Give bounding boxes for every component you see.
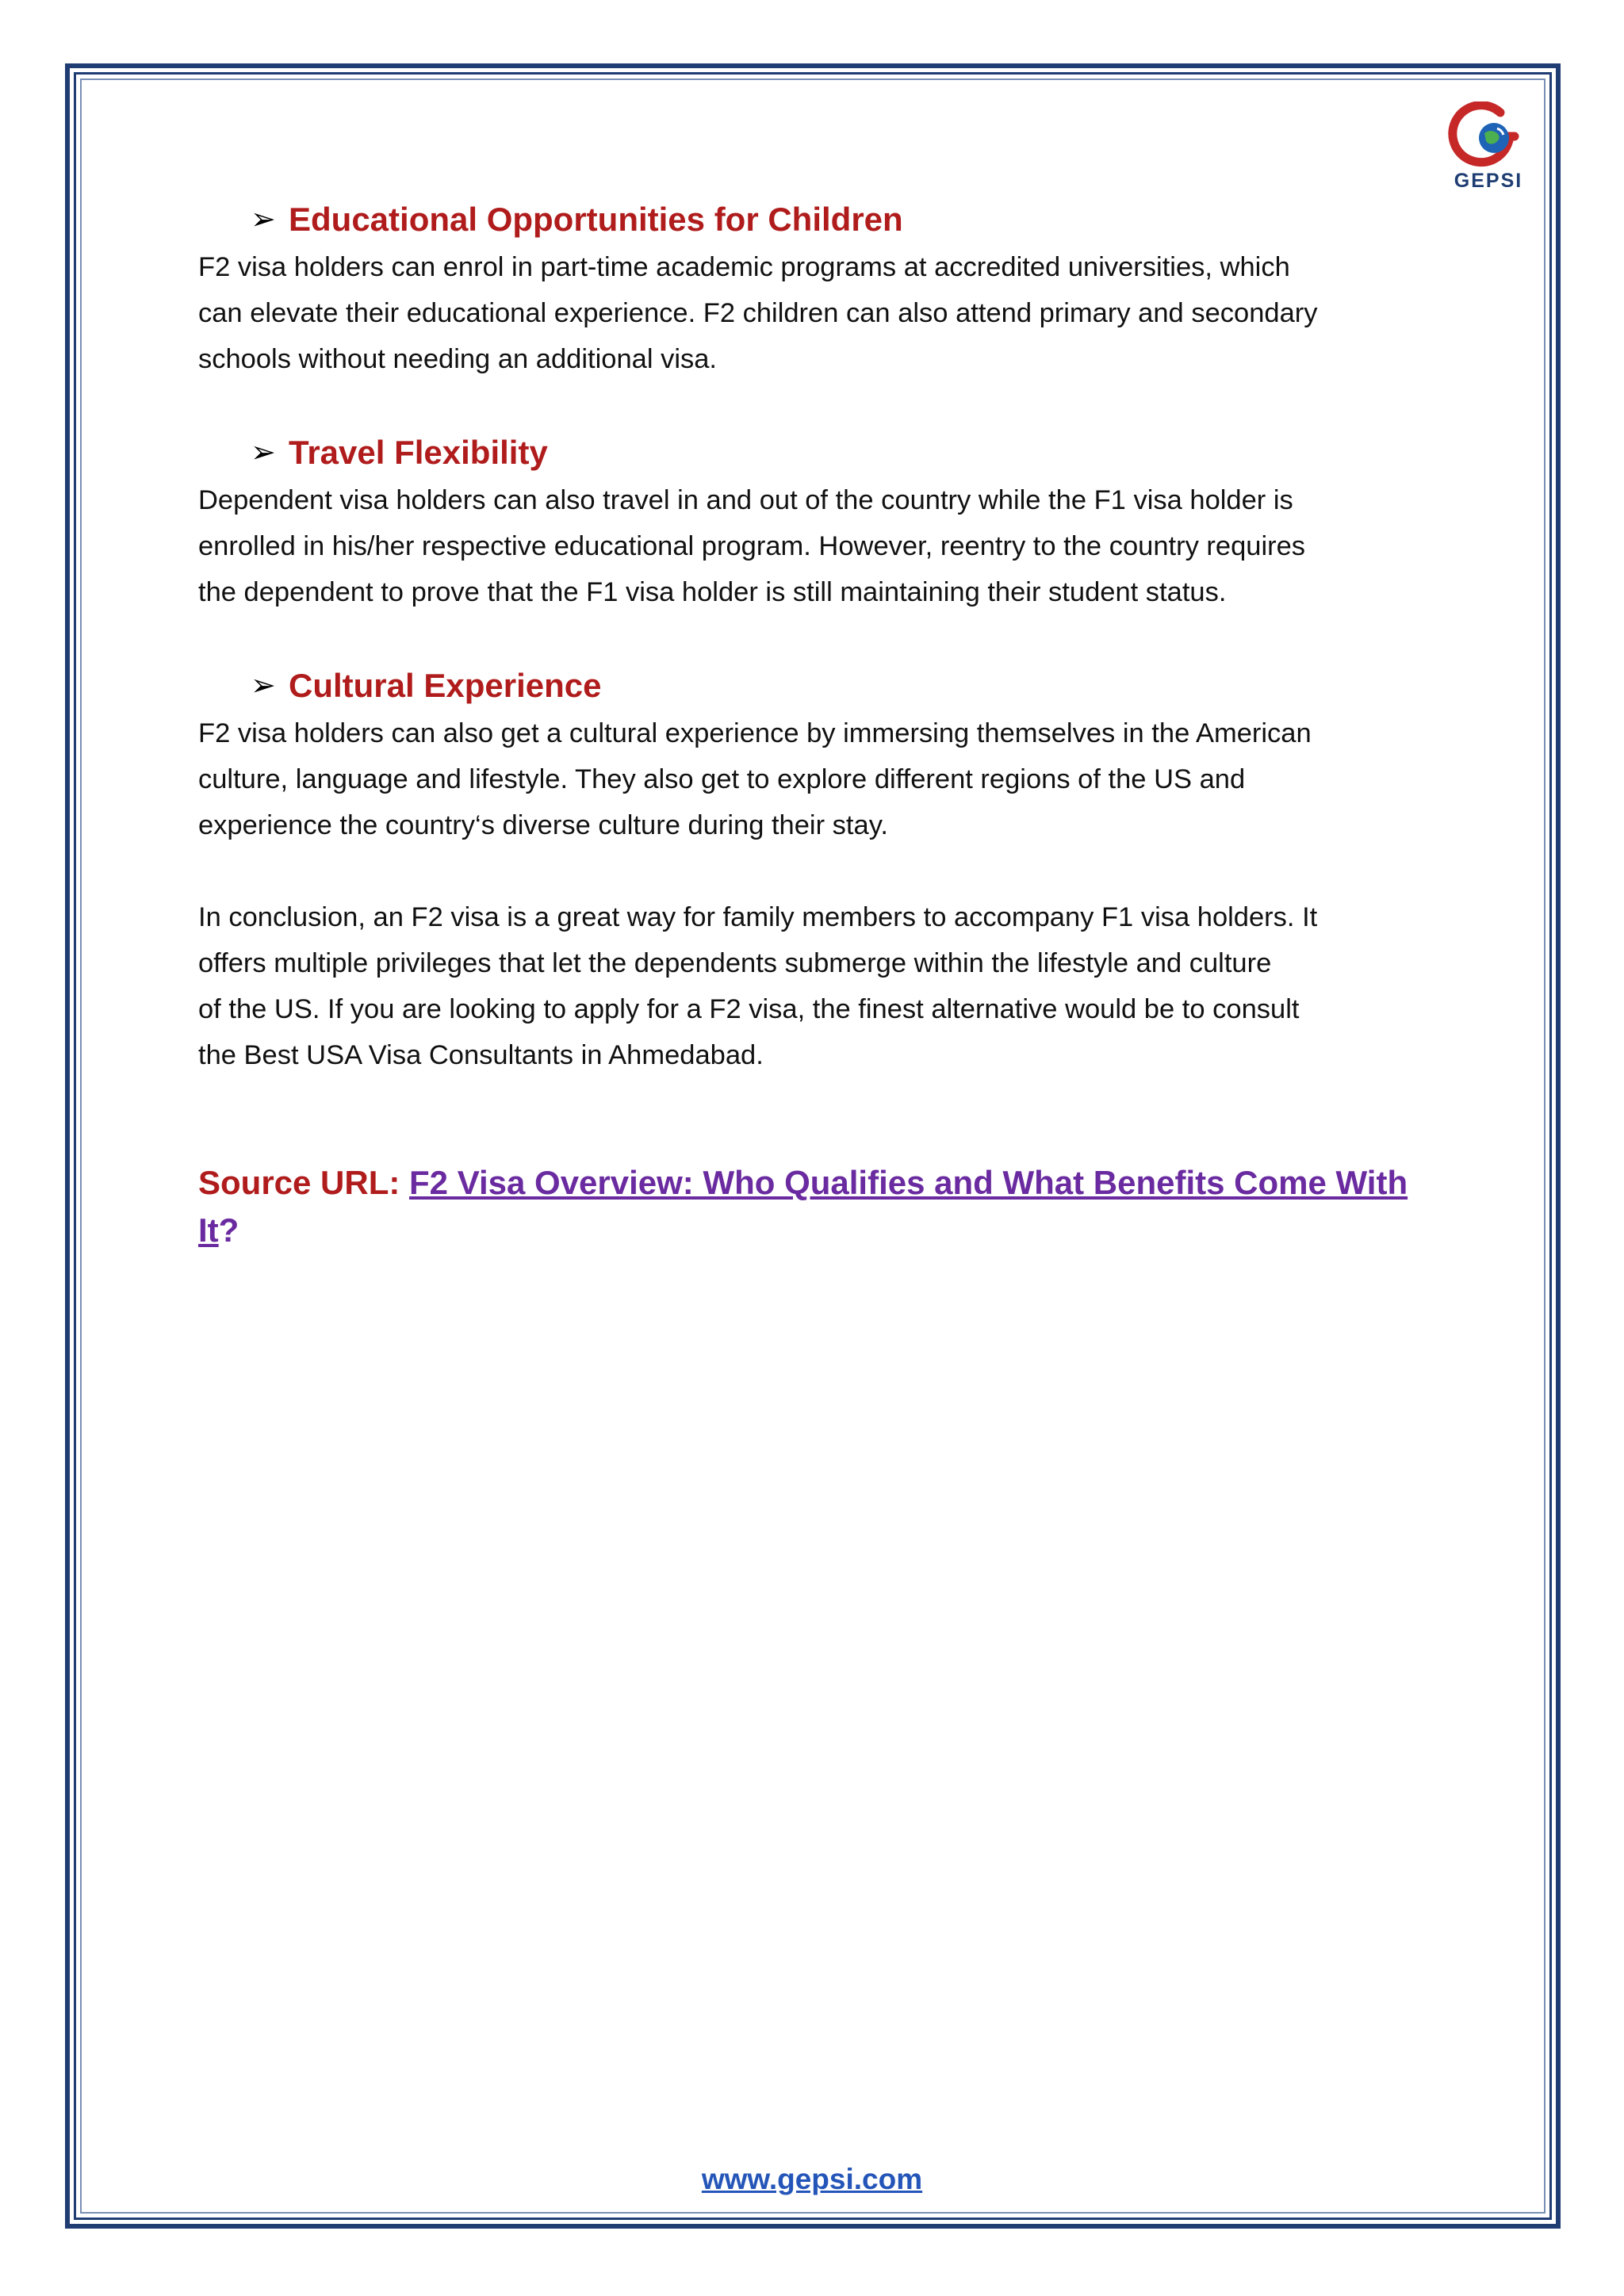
arrow-bullet-icon: ➢ xyxy=(251,669,276,702)
section-heading xyxy=(251,195,1435,244)
text-line: Dependent visa holders can also travel in and out of the country while the F1 visa holder is xyxy=(198,485,1293,515)
source-link[interactable]: F2 Visa Overview: Who Qualifies and What Benefits Come With xyxy=(409,1164,1408,1201)
section-travel xyxy=(198,428,1435,615)
text-line: F2 visa holders can enrol in part-time academic programs at accredited universities, which xyxy=(198,252,1290,282)
gepsi-logo xyxy=(1445,101,1532,197)
section-heading xyxy=(251,661,1435,710)
logo-text: GEPSI xyxy=(1454,170,1523,192)
footer-website-link[interactable]: www.gepsi.com xyxy=(701,2163,923,2195)
section-paragraph xyxy=(198,244,1435,382)
heading-text: Educational Opportunities for Children xyxy=(289,201,903,238)
text-line: In conclusion, an F2 visa is a great way for family members to accompany F1 visa holders. It xyxy=(198,902,1318,932)
conclusion-paragraph xyxy=(198,894,1435,1078)
source-link-continued[interactable]: It xyxy=(198,1211,219,1249)
text-line: offers multiple privileges that let the dependents submerge within the lifestyle and culture xyxy=(198,948,1272,978)
text-line: experience the country‘s diverse culture during their stay. xyxy=(198,810,888,840)
section-paragraph xyxy=(198,477,1435,615)
arrow-bullet-icon: ➢ xyxy=(251,203,276,236)
source-url-label: Source URL: xyxy=(198,1164,410,1201)
text-line: of the US. If you are looking to apply for a F2 visa, the finest alternative would be to consult xyxy=(198,994,1300,1024)
text-line: schools without needing an additional visa. xyxy=(198,344,718,374)
text-line: culture, language and lifestyle. They also get to explore different regions of the US and xyxy=(198,764,1246,794)
gepsi-globe-logo-icon xyxy=(1445,101,1532,173)
document-body xyxy=(198,195,1435,1254)
text-line: enrolled in his/her respective educational program. However, reentry to the country requires xyxy=(198,531,1306,561)
heading-text: Cultural Experience xyxy=(289,667,602,704)
heading-text: Travel Flexibility xyxy=(289,434,548,471)
page-footer xyxy=(0,2163,1624,2196)
text-line: can elevate their educational experience. F2 children can also attend primary and secondary xyxy=(198,298,1318,328)
source-link-suffix: ? xyxy=(218,1211,239,1249)
text-line: the Best USA Visa Consultants in Ahmedabad. xyxy=(198,1040,764,1070)
section-heading xyxy=(251,428,1435,477)
arrow-bullet-icon: ➢ xyxy=(251,436,276,469)
section-cultural xyxy=(198,661,1435,848)
text-line: F2 visa holders can also get a cultural experience by immersing themselves in the American xyxy=(198,718,1312,748)
text-line: the dependent to prove that the F1 visa holder is still maintaining their student status. xyxy=(198,577,1227,607)
section-paragraph xyxy=(198,710,1435,848)
source-url xyxy=(198,1159,1435,1254)
section-educational xyxy=(198,195,1435,382)
